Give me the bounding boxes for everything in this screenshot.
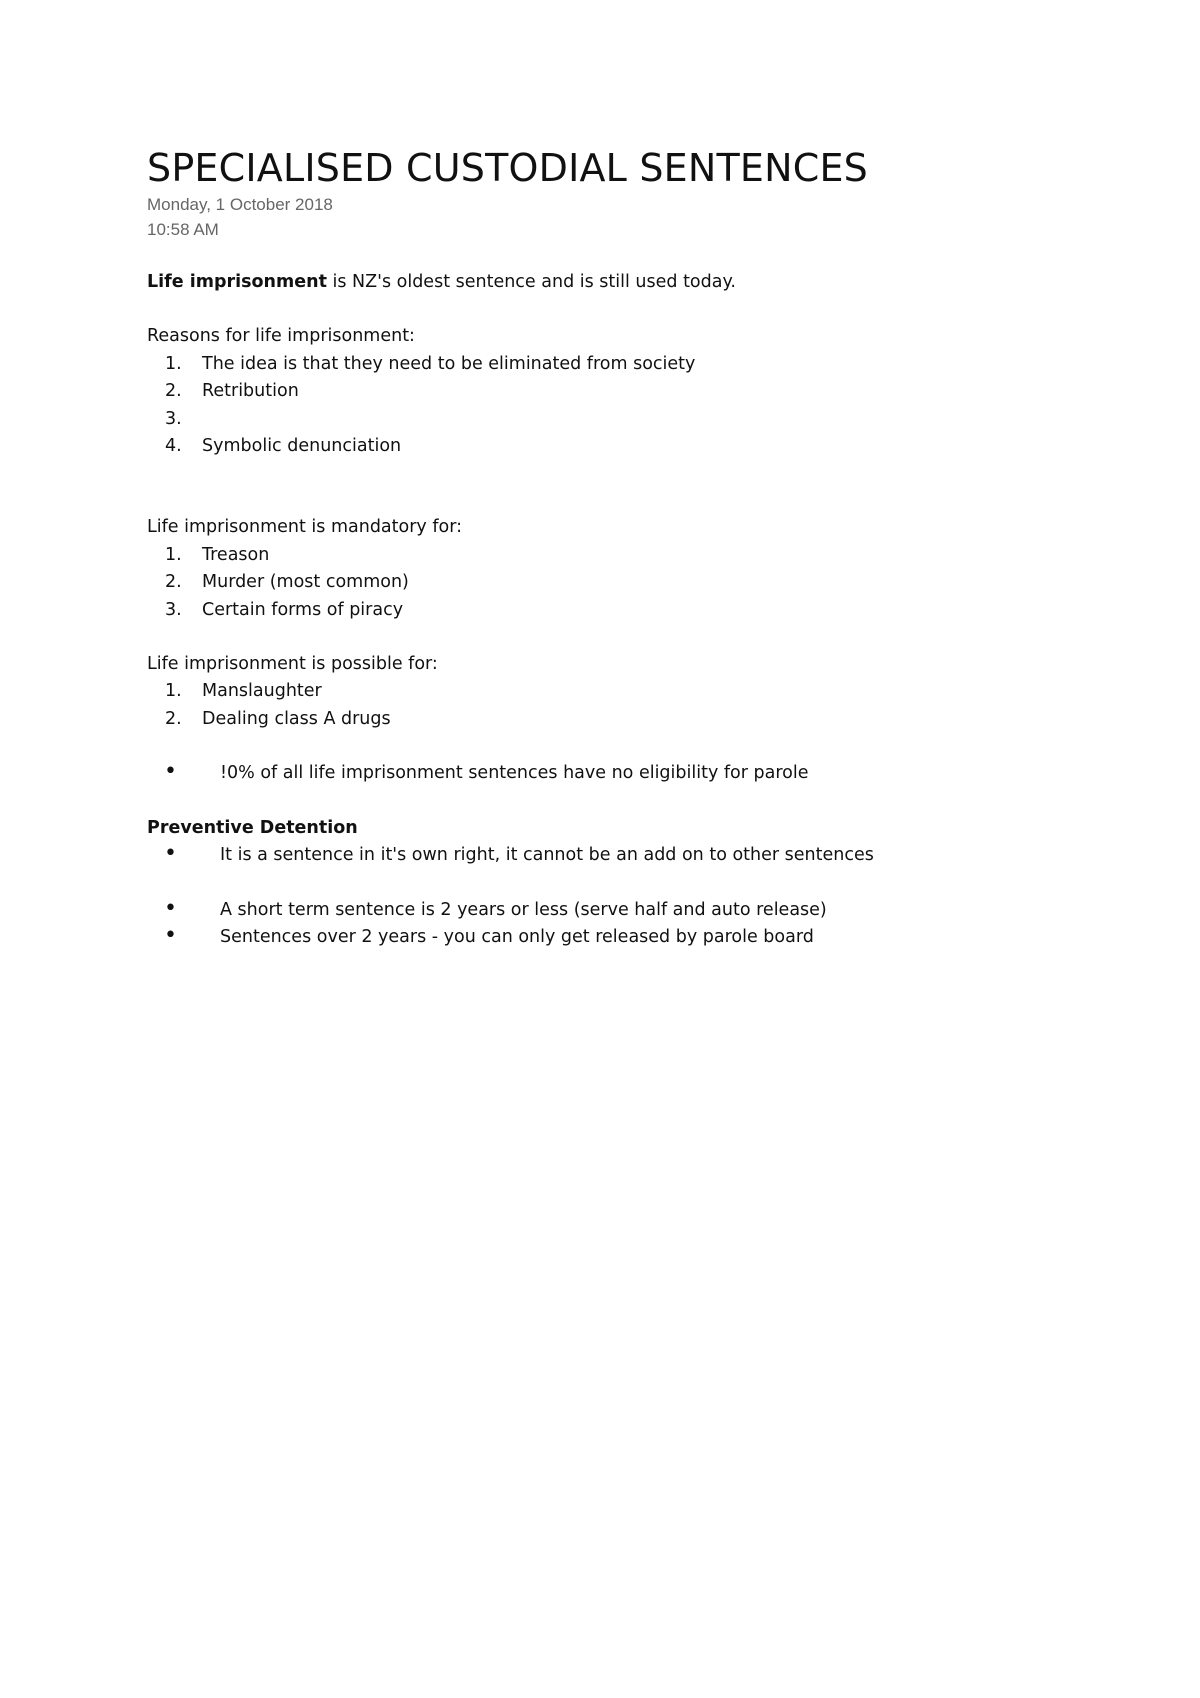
list-item: [147, 760, 1127, 787]
list-item: [147, 924, 1127, 951]
intro-bold-term: Life imprisonment: [147, 272, 327, 292]
possible-list: [147, 678, 1127, 733]
parole-note-list: [147, 760, 1127, 787]
list-text: Certain forms of piracy: [202, 599, 404, 620]
mandatory-list: [147, 542, 1127, 624]
list-item: [147, 706, 1127, 733]
list-text: Murder (most common): [202, 572, 409, 593]
list-text: Manslaughter: [202, 681, 322, 702]
intro-paragraph: [147, 269, 1127, 296]
bullet-icon: •: [164, 922, 177, 948]
possible-heading: Life imprisonment is possible for:: [147, 654, 438, 675]
list-number: 1.: [165, 681, 182, 702]
list-item: [147, 569, 1127, 596]
list-text: Symbolic denunciation: [202, 436, 402, 457]
intro-text: is NZ's oldest sentence and is still used today.: [326, 272, 736, 292]
preventive-heading: Preventive Detention: [147, 817, 358, 838]
list-item: [147, 542, 1127, 569]
bullet-icon: •: [164, 759, 177, 785]
reasons-list: [147, 351, 1127, 461]
list-item: [147, 378, 1127, 405]
mandatory-heading: Life imprisonment is mandatory for:: [147, 517, 462, 538]
note-time: 10:58 AM: [147, 220, 219, 239]
list-number: 1.: [165, 544, 182, 565]
list-text: It is a sentence in it's own right, it cannot be an add on to other sentences: [220, 845, 874, 866]
spacer: [147, 788, 1127, 815]
list-item: [147, 897, 1127, 924]
spacer: [147, 242, 1127, 269]
page-title: SPECIALISED CUSTODIAL SENTENCES: [147, 146, 869, 190]
spacer: [147, 624, 1127, 651]
list-number: 2.: [165, 708, 182, 729]
list-text: Treason: [202, 544, 270, 565]
spacer: [147, 296, 1127, 323]
note-date: Monday, 1 October 2018: [147, 195, 333, 214]
list-number: 2.: [165, 572, 182, 593]
list-number: 2.: [165, 381, 182, 402]
note-page: [147, 146, 1127, 951]
list-text: Sentences over 2 years - you can only get released by parole board: [220, 926, 814, 947]
reasons-heading: Reasons for life imprisonment:: [147, 326, 415, 347]
list-item: [147, 406, 1127, 433]
list-number: 4.: [165, 436, 182, 457]
list-text: Retribution: [202, 381, 299, 402]
list-text: The idea is that they need to be eliminated from society: [202, 353, 696, 374]
list-text: A short term sentence is 2 years or less (serve half and auto release): [220, 899, 827, 920]
note-metadata: [147, 192, 1127, 242]
list-number: 3.: [165, 599, 182, 620]
list-item: [147, 678, 1127, 705]
list-item: [147, 433, 1127, 460]
list-text: !0% of all life imprisonment sentences have no eligibility for parole: [220, 763, 809, 784]
list-text: Dealing class A drugs: [202, 708, 391, 729]
bullet-icon: •: [164, 841, 177, 867]
list-item: [147, 597, 1127, 624]
spacer: [147, 460, 1127, 514]
list-item: [147, 842, 1127, 869]
preventive-list: [147, 842, 1127, 951]
list-number: 1.: [165, 353, 182, 374]
bullet-icon: •: [164, 895, 177, 921]
list-item: [147, 351, 1127, 378]
list-number: 3.: [165, 408, 182, 429]
